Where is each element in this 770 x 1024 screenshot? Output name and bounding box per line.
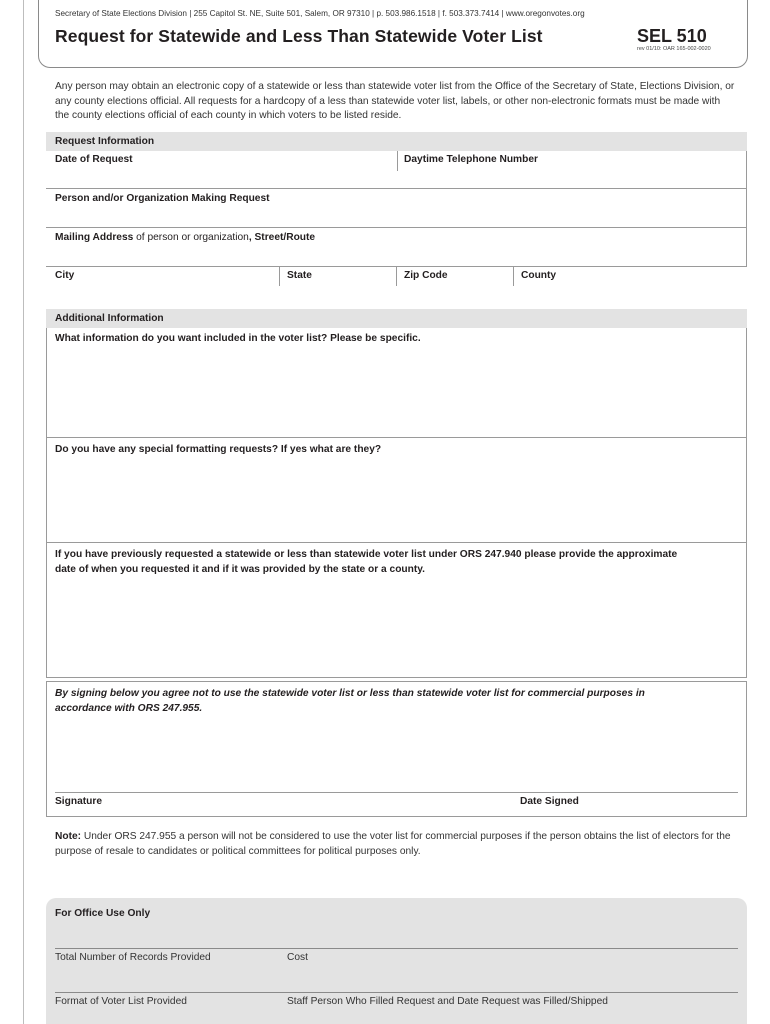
divider: [46, 681, 47, 817]
city-field[interactable]: City: [55, 270, 75, 281]
divider: [46, 437, 747, 438]
divider: [46, 816, 747, 817]
divider: [746, 681, 747, 817]
request-info-header: [46, 132, 747, 151]
additional-info-header: [46, 309, 747, 328]
formatting-request-question[interactable]: Do you have any special formatting requests? If yes what are they?: [55, 444, 382, 455]
mailing-address-qualifier: of person or organization: [133, 232, 249, 243]
divider: [746, 328, 747, 438]
divider: [46, 437, 47, 543]
divider: [46, 677, 747, 678]
mailing-address-field[interactable]: [55, 232, 315, 243]
divider: [46, 227, 747, 228]
divider: [746, 188, 747, 228]
form-revision: rev 01/10: OAR 165-002-0020: [637, 46, 711, 52]
divider: [279, 266, 280, 286]
office-line: [55, 992, 738, 993]
form-number: SEL 510: [637, 26, 707, 46]
note-paragraph: [55, 830, 735, 859]
state-field[interactable]: State: [287, 270, 312, 281]
voter-list-info-question[interactable]: What information do you want included in the voter list? Please be specific.: [55, 333, 421, 344]
note-label: Note:: [55, 831, 82, 842]
divider: [46, 542, 47, 678]
mailing-address-label: Mailing Address: [55, 232, 134, 243]
form-title: Request for Statewide and Less Than Statewide Voter List: [55, 26, 543, 46]
signature-label: Signature: [55, 796, 102, 807]
note-text: Under ORS 247.955 a person will not be considered to use the voter list for commercial purposes if the person obtains the list of electors for the purpose of resale to candidates or political committees for political purposes only.: [55, 831, 731, 857]
records-provided-field[interactable]: Total Number of Records Provided: [55, 952, 211, 963]
date-of-request-field[interactable]: Date of Request: [55, 154, 133, 165]
divider: [46, 188, 747, 189]
request-info-heading: Request Information: [55, 136, 155, 147]
daytime-phone-field[interactable]: Daytime Telephone Number: [404, 154, 538, 165]
date-signed-label: Date Signed: [520, 796, 579, 807]
previous-request-question[interactable]: If you have previously requested a statewide or less than statewide voter list under ORS 247.940 please provide the approximate date of when you requested it and if it was provided by the state or a county.: [55, 549, 678, 575]
page-edge-line: [23, 0, 24, 1024]
divider: [513, 266, 514, 286]
signature-line[interactable]: [55, 792, 738, 793]
divider: [396, 266, 397, 286]
mailing-address-street: , Street/Route: [248, 232, 316, 243]
county-field[interactable]: County: [521, 270, 557, 281]
additional-info-heading: Additional Information: [55, 313, 164, 324]
cost-field[interactable]: Cost: [287, 952, 308, 963]
office-line: [55, 948, 738, 949]
divider: [46, 542, 747, 543]
divider: [746, 542, 747, 678]
commercial-use-agreement: By signing below you agree not to use the statewide voter list or less than statewide voter list for commercial purposes in accordance with ORS 247.955.: [55, 688, 645, 714]
divider: [746, 437, 747, 543]
contact-line: Secretary of State Elections Division | 255 Capitol St. NE, Suite 501, Salem, OR 97310 | p. 503.986.1518 | f. 503.373.7414 | www.oregonvotes.org: [55, 9, 585, 18]
divider: [46, 328, 47, 438]
intro-paragraph: Any person may obtain an electronic copy of a statewide or less than statewide voter list from the Office of the Secretary of State, Elections Division, or any county elections official. All requests for a hardcopy of a less than statewide voter list, labels, or other non-electronic formats must be made with the county elections official of each county in which voters to be listed reside.: [55, 81, 735, 121]
person-organization-field[interactable]: Person and/or Organization Making Request: [55, 193, 270, 204]
zip-code-field[interactable]: Zip Code: [404, 270, 448, 281]
office-use-heading: For Office Use Only: [55, 908, 151, 919]
staff-person-field[interactable]: Staff Person Who Filled Request and Date Request was Filled/Shipped: [287, 996, 608, 1007]
divider: [397, 151, 398, 171]
list-format-field[interactable]: Format of Voter List Provided: [55, 996, 187, 1007]
divider: [46, 681, 747, 682]
divider: [746, 227, 747, 267]
divider: [746, 151, 747, 189]
